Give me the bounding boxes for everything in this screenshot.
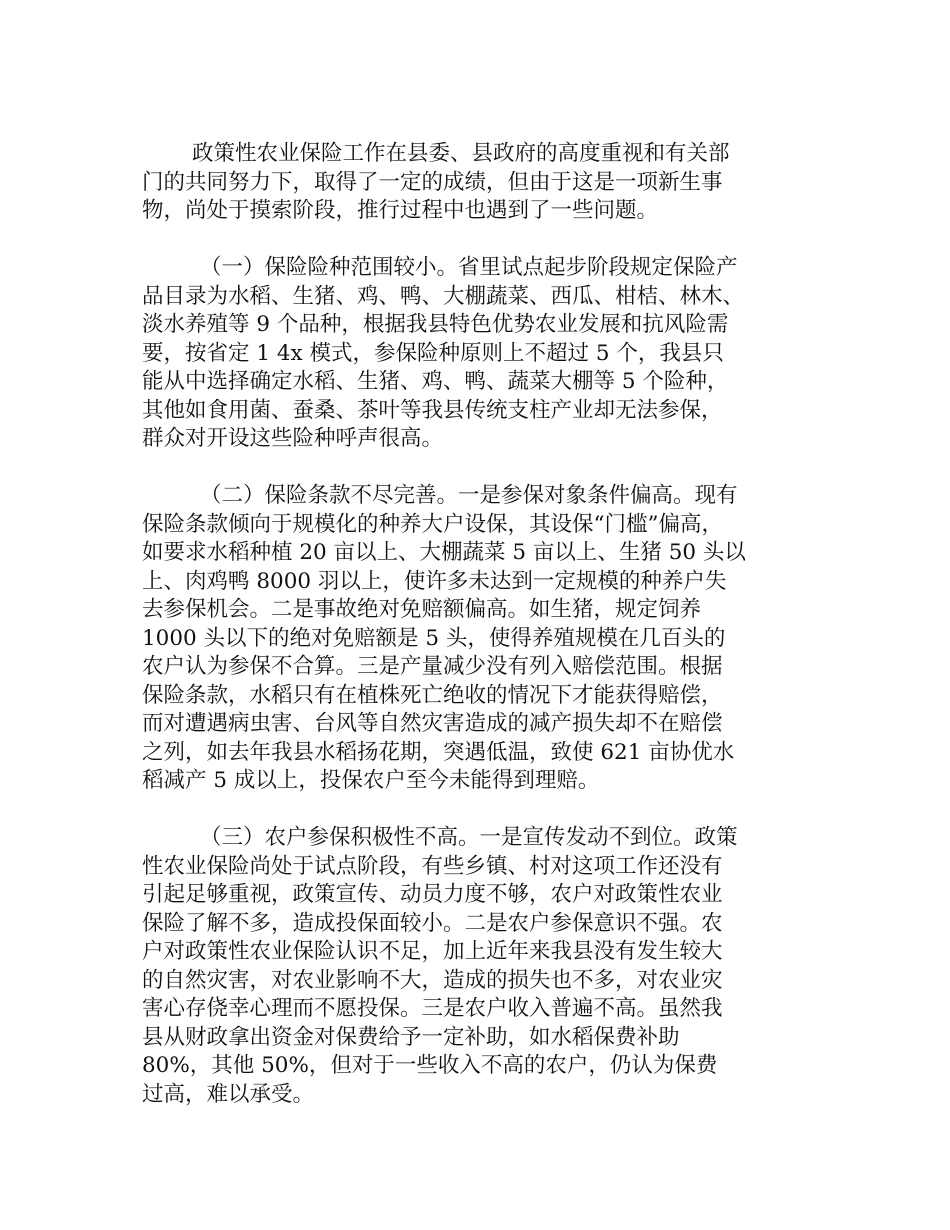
text-line: 而对遭遇病虫害、台风等自然灾害造成的减产损失却不在赔偿 [142, 711, 723, 736]
text-line: （二）保险条款不尽完善。一是参保对象条件偏高。现有 [200, 483, 738, 508]
text-line: 门的共同努力下，取得了一定的成绩，但由于这是一项新生事 [142, 169, 723, 195]
paragraph-intro [142, 140, 832, 226]
text-line: 淡水养殖等 9 个品种，根据我县特色优势农业发展和抗风险需 [142, 312, 729, 337]
paragraph-spacer [142, 226, 832, 255]
paragraph-section-3 [142, 824, 832, 1109]
text-line: 能从中选择确定水稻、生猪、鸡、鸭、蔬菜大棚等 5 个险种， [142, 369, 729, 394]
text-line: 害心存侥幸心理而不愿投保。三是农户收入普遍不高。虽然我 [142, 996, 723, 1021]
text-line: 保险条款，水稻只有在植株死亡绝收的情况下才能获得赔偿， [142, 682, 723, 708]
document-body [142, 140, 832, 1109]
text-line: 1000 头以下的绝对免赔额是 5 头，使得养殖规模在几百头的 [142, 625, 726, 651]
text-line: （三）农户参保积极性不高。一是宣传发动不到位。政策 [200, 825, 738, 850]
text-line: 性农业保险尚处于试点阶段，有些乡镇、村对这项工作还没有 [142, 853, 723, 879]
paragraph-section-2 [142, 482, 832, 796]
text-line: 稻减产 5 成以上，投保农户至今未能得到理赔。 [142, 768, 600, 793]
text-line: 政策性农业保险工作在县委、县政府的高度重视和有关部 [192, 141, 730, 166]
text-line: 群众对开设这些险种呼声很高。 [142, 426, 444, 451]
paragraph-spacer [142, 454, 832, 483]
text-line: 的自然灾害，对农业影响不大，造成的损失也不多，对农业灾 [142, 967, 723, 993]
text-line: 保险了解不多，造成投保面较小。二是农户参保意识不强。农 [142, 910, 723, 936]
text-line: 要，按省定 1 4x 模式，参保险种原则上不超过 5 个，我县只 [142, 340, 724, 366]
text-line: 品目录为水稻、生猪、鸡、鸭、大棚蔬菜、西瓜、柑桔、林木、 [142, 283, 745, 309]
text-line: 如要求水稻种植 20 亩以上、大棚蔬菜 5 亩以上、生猪 50 头以 [142, 540, 746, 565]
text-line: 去参保机会。二是事故绝对免赔额偏高。如生猪，规定饲养 [142, 597, 702, 622]
text-line: 户对政策性农业保险认识不足，加上近年来我县没有发生较大 [142, 939, 723, 964]
text-line: 引起足够重视，政策宣传、动员力度不够，农户对政策性农业 [142, 882, 723, 907]
text-line: 县从财政拿出资金对保费给予一定补助，如水稻保费补助 [142, 1024, 680, 1050]
text-line: 物，尚处于摸索阶段，推行过程中也遇到了一些问题。 [142, 198, 659, 223]
text-line: 保险条款倾向于规模化的种养大户设保，其设保“门槛”偏高， [142, 511, 723, 537]
text-line: 上、肉鸡鸭 8000 羽以上，使许多未达到一定规模的种养户失 [142, 568, 727, 594]
text-line: 其他如食用菌、蚕桑、茶叶等我县传统支柱产业却无法参保， [142, 397, 723, 423]
paragraph-section-1 [142, 254, 832, 454]
paragraph-spacer [142, 796, 832, 825]
text-line: 农户认为参保不合算。三是产量减少没有列入赔偿范围。根据 [142, 654, 723, 679]
text-line: （一）保险险种范围较小。省里试点起步阶段规定保险产 [200, 255, 738, 280]
text-line: 过高，难以承受。 [142, 1081, 315, 1107]
text-line: 之列，如去年我县水稻扬花期，突遇低温，致使 621 亩协优水 [142, 739, 735, 765]
text-line: 80%，其他 50%，但对于一些收入不高的农户，仍认为保费 [142, 1053, 718, 1078]
